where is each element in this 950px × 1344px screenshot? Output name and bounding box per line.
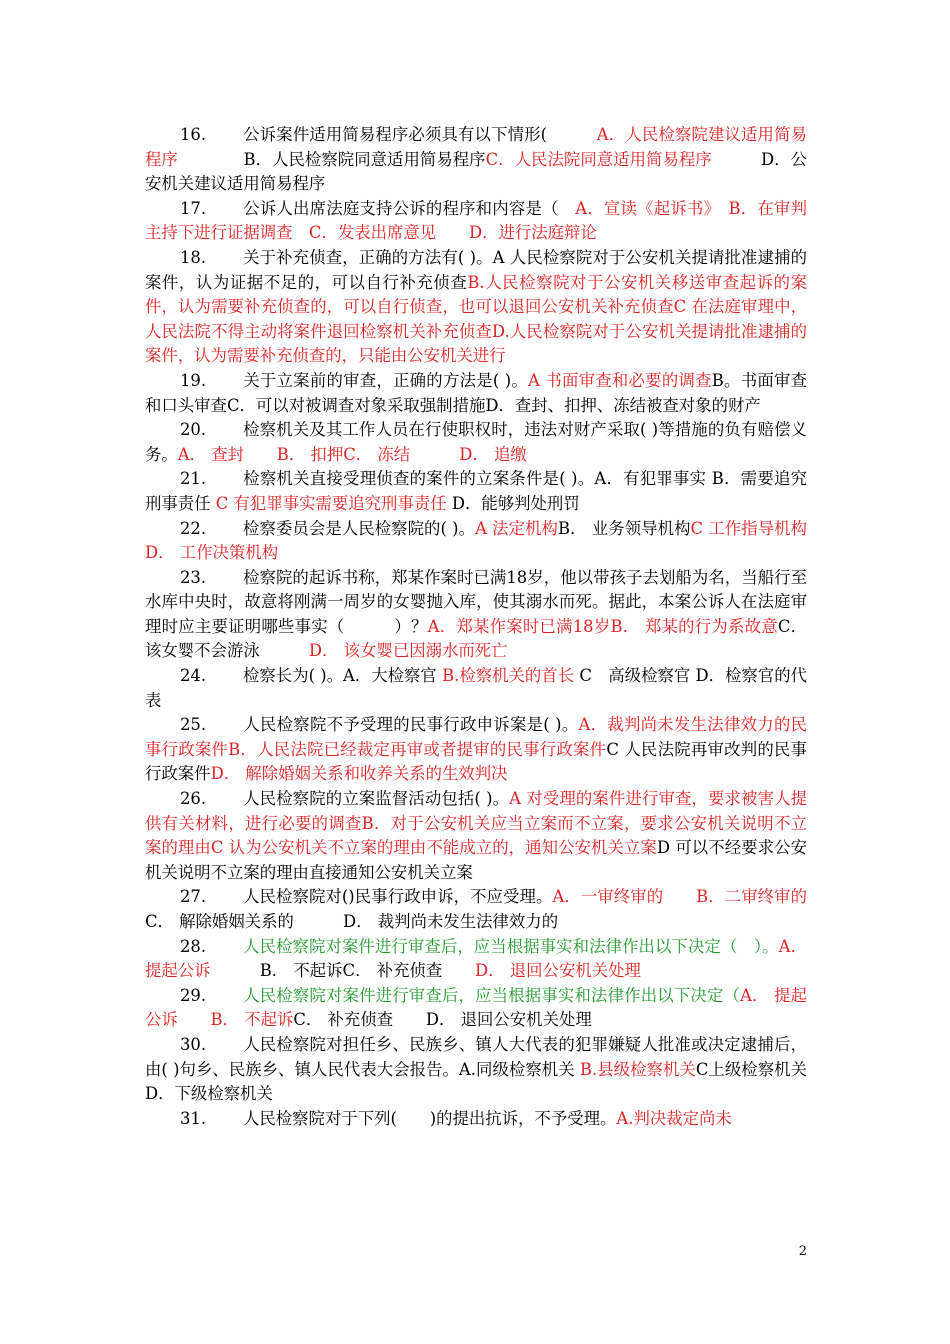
- question-text-segment: A 书面审查和必要的调查: [528, 370, 712, 390]
- document-body: [145, 123, 807, 1131]
- question-number: 16.: [180, 125, 207, 144]
- question-item: [145, 517, 807, 566]
- question-text-segment: A．一审终审的 B．二审终审的: [552, 887, 807, 907]
- question-text-segment: A.判决裁定尚未: [616, 1108, 732, 1128]
- question-text-segment: 人民检察院对担任乡、民族乡、镇人大代表的犯罪嫌疑人批准或决定逮捕后，由( )句乡、民族乡、镇人民代表大会报告。A.同级检察机关: [145, 1034, 807, 1079]
- question-text-segment: D． 该女婴已因溺水而死亡: [308, 641, 508, 661]
- question-text-segment: 检察委员会是人民检察院的( )。: [243, 518, 476, 538]
- question-text-segment: A 法定机构: [475, 518, 558, 538]
- question-item: [145, 935, 807, 984]
- question-text-segment: 公诉人出席法庭支持公诉的程序和内容是（: [243, 198, 576, 218]
- question-text-segment: 人民检察院的立案监督活动包括( )。: [243, 789, 510, 809]
- question-item: [145, 123, 807, 197]
- question-text-segment: 检察机关直接受理侦查的案件的立案条件是( )。A．有犯罪事实 B．需要追究刑事责任: [145, 469, 807, 513]
- question-text-segment: D．能够判处刑罚: [446, 493, 580, 513]
- question-item: [145, 1107, 807, 1132]
- question-text-segment: 人民检察院对案件进行审查后，应当根据事实和法律作出以下决定（ ）。: [243, 936, 779, 956]
- question-text-segment: C 人民法院再审改判的民事行政案件: [145, 739, 807, 784]
- question-item: [145, 1033, 807, 1107]
- question-text-segment: A．人民检察院建议适用简易程序: [145, 125, 807, 169]
- question-number: 31.: [180, 1108, 207, 1128]
- question-number: 22.: [180, 518, 207, 538]
- question-item: [145, 246, 807, 369]
- question-text-segment: C． 该女婴不会游泳: [145, 616, 807, 661]
- question-item: [145, 467, 807, 516]
- question-text-segment: D． 退回公安机关处理: [475, 961, 641, 981]
- question-item: [145, 664, 807, 713]
- question-text-segment: C 有犯罪事实需要追究刑事责任: [215, 493, 447, 513]
- question-text-segment: A．宣读《起诉书》 B．在审判主持下进行证据调查 C．发表出席意见 D．进行法庭辩论: [145, 198, 807, 243]
- question-text-segment: 关于立案前的审查，正确的方法是( )。: [243, 370, 529, 390]
- question-number: 30.: [180, 1034, 207, 1054]
- question-text-segment: D． 解除婚姻关系和收养关系的生效判决: [210, 764, 508, 784]
- question-text-segment: C． 解除婚姻关系的 D． 裁判尚未发生法律效力的: [145, 912, 559, 931]
- question-text-segment: D 可以不经要求公安机关说明不立案的理由直接通知公安机关立案: [145, 838, 807, 882]
- question-text-segment: 检察长为( )。A．大检察官: [243, 666, 443, 686]
- question-text-segment: 关于补充侦查，正确的方法有( )。A 人民检察院对于公安机关提请批准逮捕的案件，认为证据不足的，可以自行补充侦查: [145, 247, 807, 292]
- question-text-segment: 人民检察院对()民事行政申诉，不应受理。: [243, 887, 553, 907]
- question-number: 27.: [180, 887, 207, 907]
- question-item: [145, 418, 807, 467]
- question-text-segment: 公诉案件适用简易程序必须具有以下情形(: [243, 125, 597, 144]
- question-text-segment: A 对受理的案件进行审查，要求被害人提供有关材料，进行必要的调查B．对于公安机关应当立案而不立案，要求公安机关说明不立案的理由C 认为公安机关不立案的理由不能成立的，通知公安机关立案: [145, 789, 808, 858]
- question-text-segment: 检察机关及其工作人员在行使职权时，违法对财产采取( )等措施的负有赔偿义务。: [145, 420, 807, 464]
- question-text-segment: B． 业务领导机构: [557, 518, 691, 538]
- question-text-segment: A． 查封 B． 扣押C． 冻结 D． 追缴: [177, 444, 527, 464]
- question-text-segment: B．人民检察院同意适用简易程序: [177, 149, 486, 169]
- question-text-segment: C 高级检察官 D．检察官的代表: [145, 666, 807, 710]
- question-text-segment: C上级检察机关 D．下级检察机关: [145, 1059, 807, 1104]
- question-number: 25.: [180, 715, 207, 735]
- question-text-segment: C． 补充侦查 D． 退回公安机关处理: [293, 1010, 592, 1030]
- question-text-segment: C．人民法院同意适用简易程序: [485, 149, 712, 169]
- question-number: 26.: [180, 789, 207, 809]
- question-item: [145, 787, 807, 885]
- question-item: [145, 566, 807, 664]
- question-number: 20.: [180, 420, 207, 440]
- question-text-segment: A．郑某作案时已满18岁B． 郑某的行为系故意: [427, 616, 778, 636]
- question-item: [145, 984, 807, 1033]
- question-text-segment: A． 提起公诉 B． 不起诉: [145, 985, 808, 1030]
- question-item: [145, 197, 807, 246]
- question-number: 24.: [180, 666, 207, 686]
- question-item: [145, 713, 807, 787]
- question-text-segment: 检察院的起诉书称，郑某作案时已满18岁，他以带孩子去划船为名，当船行至水库中央时，故意将刚满一周岁的女婴抛入库，使其溺水而死。据此，本案公诉人在法庭审理时应主要证明哪些事实（ ）？: [145, 567, 807, 636]
- question-number: 23.: [180, 567, 207, 587]
- question-number: 21.: [180, 469, 207, 489]
- question-item: [145, 369, 807, 418]
- question-text-segment: B.人民检察院对于公安机关移送审查起诉的案件，认为需要补充侦查的，可以自行侦查，也可以退回公安机关补充侦查C 在法庭审理中，人民法院不得主动将案件退回检察机关补充侦查D.人民检察院对于公安机关提请批准逮捕的案件，认为需要补充侦查的，只能由公安机关进行: [145, 272, 807, 366]
- question-number: 18.: [180, 247, 207, 267]
- question-text-segment: A．裁判尚未发生法律效力的民事行政案件B．人民法院已经裁定再审或者提审的民事行政案件: [145, 715, 808, 759]
- question-text-segment: B.县级检察机关: [579, 1059, 696, 1079]
- question-text-segment: B。书面审查和口头审查C．可以对被调查对象采取强制措施D．查封、扣押、冻结被查对象的财产: [145, 370, 808, 415]
- question-number: 17.: [180, 198, 207, 218]
- question-text-segment: B.检察机关的首长: [442, 666, 575, 686]
- question-text-segment: A． 提起公诉: [145, 936, 807, 981]
- question-text-segment: 人民检察院对案件进行审查后，应当根据事实和法律作出以下决定（: [243, 985, 741, 1005]
- question-text-segment: 人民检察院不予受理的民事行政申诉案是( )。: [243, 715, 579, 735]
- question-number: 29.: [180, 985, 207, 1005]
- question-text-segment: C 工作指导机构D． 工作决策机构: [145, 518, 807, 563]
- question-number: 28.: [180, 936, 207, 956]
- question-text-segment: B． 不起诉C． 补充侦查: [210, 961, 476, 981]
- page-number: 2: [798, 1244, 807, 1259]
- question-number: 19.: [180, 370, 207, 390]
- question-text-segment: 人民检察院对于下列( )的提出抗诉，不予受理。: [243, 1108, 617, 1128]
- question-text-segment: D．公安机关建议适用简易程序: [145, 149, 808, 194]
- question-item: [145, 885, 807, 934]
